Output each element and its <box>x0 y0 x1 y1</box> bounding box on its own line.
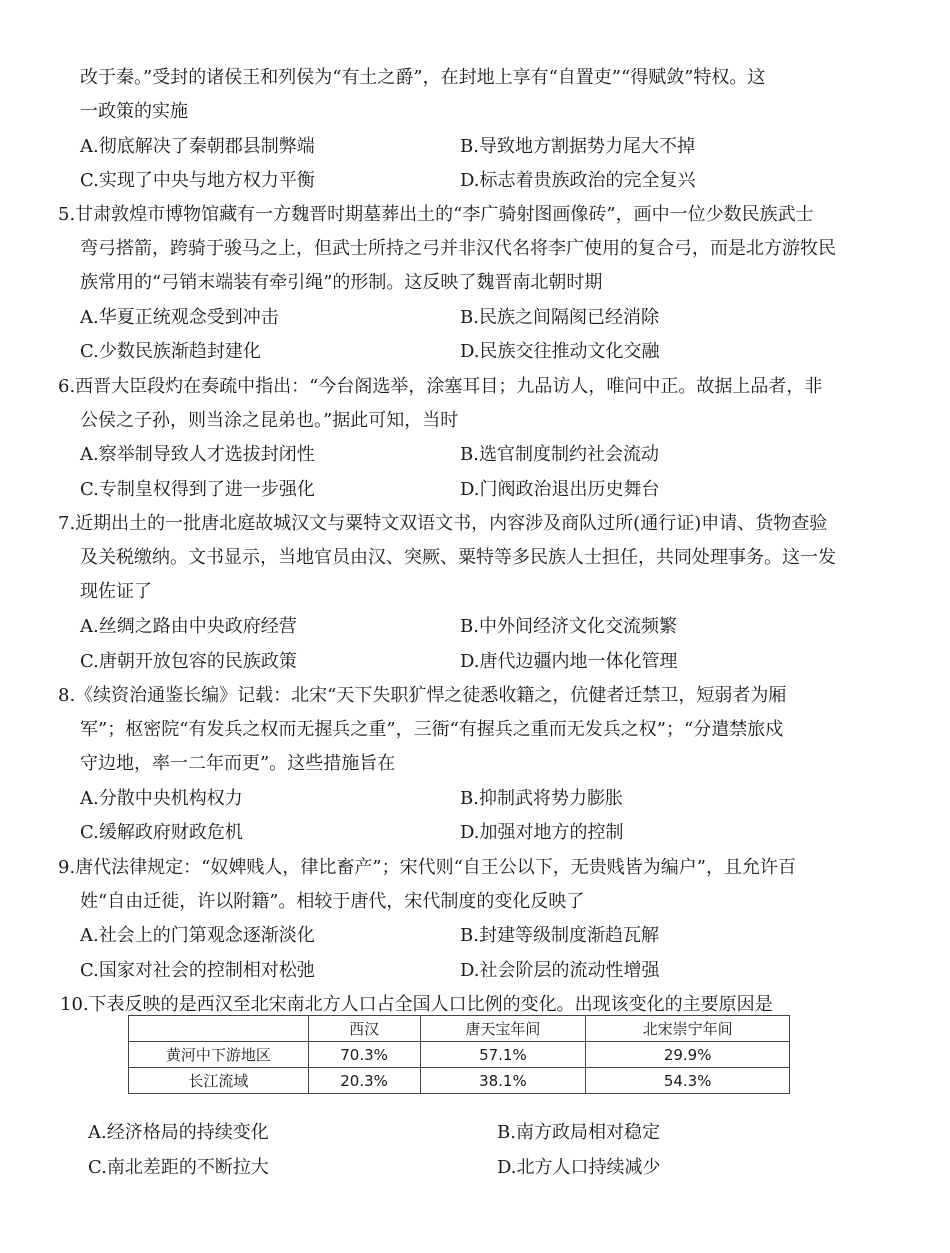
q10-option-a: A.经济格局的持续变化 <box>88 1122 269 1143</box>
q10-option-d: D.北方人口持续减少 <box>497 1157 661 1178</box>
q5-stem-line-1: 5.甘肃敦煌市博物馆藏有一方魏晋时期墓葬出土的“李广骑射图画像砖”，画中一位少数民族武士 <box>58 204 814 225</box>
q5-option-b: B.民族之间隔阂已经消除 <box>460 307 659 328</box>
q9-option-d: D.社会阶层的流动性增强 <box>460 960 660 981</box>
q10-stem: 10.下表反映的是西汉至北宋南北方人口占全国人口比例的变化。出现该变化的主要原因是 <box>60 994 773 1015</box>
table-header-cell: 北宋崇宁年间 <box>586 1016 790 1042</box>
q7-option-b: B.中外间经济文化交流频繁 <box>460 616 677 637</box>
table-cell: 70.3% <box>308 1042 420 1068</box>
q4-option-d: D.标志着贵族政治的完全复兴 <box>460 170 696 191</box>
q8-option-b: B.抑制武将势力膨胀 <box>460 788 623 809</box>
q4-option-c: C.实现了中央与地方权力平衡 <box>80 170 315 191</box>
q7-option-a: A.丝绸之路由中央政府经营 <box>80 616 297 637</box>
population-table <box>128 1015 790 1094</box>
q5-option-c: C.少数民族渐趋封建化 <box>80 341 261 362</box>
table-cell: 54.3% <box>586 1068 790 1094</box>
table-header-cell: 唐天宝年间 <box>420 1016 586 1042</box>
q9-option-a: A.社会上的门第观念逐渐淡化 <box>80 925 315 946</box>
q6-stem-line-1: 6.西晋大臣段灼在奏疏中指出：“今台阁选举，涂塞耳目；九品访人，唯问中正。故据上品者，非 <box>58 376 823 397</box>
q5-stem-line-2: 弯弓搭箭，跨骑于骏马之上，但武士所持之弓并非汉代名将李广使用的复合弓，而是北方游牧民 <box>80 238 836 259</box>
table-cell: 38.1% <box>420 1068 586 1094</box>
table-cell: 57.1% <box>420 1042 586 1068</box>
q7-stem-line-3: 现佐证了 <box>80 581 152 602</box>
table-header-cell: 西汉 <box>308 1016 420 1042</box>
q10-option-b: B.南方政局相对稳定 <box>497 1122 660 1143</box>
q5-option-a: A.华夏正统观念受到冲击 <box>80 307 279 328</box>
q8-stem-line-3: 守边地，率一二年而更”。这些措施旨在 <box>80 753 396 774</box>
q9-stem-line-2: 姓“自由迁徙，许以附籍”。相较于唐代，宋代制度的变化反映了 <box>80 891 585 912</box>
q6-stem-line-2: 公侯之子孙，则当涂之昆弟也。”据此可知，当时 <box>80 410 459 431</box>
q7-option-c: C.唐朝开放包容的民族政策 <box>80 651 297 672</box>
q8-stem-line-1: 8.《续资治通鉴长编》记载：北宋“天下失职犷悍之徒悉收籍之，伉健者迁禁卫，短弱者为厢 <box>58 685 787 706</box>
q6-option-a: A.察举制导致人才选拔封闭性 <box>80 444 315 465</box>
q8-option-c: C.缓解政府财政危机 <box>80 822 243 843</box>
q6-option-c: C.专制皇权得到了进一步强化 <box>80 479 315 500</box>
q4-stem-line-2: 一政策的实施 <box>80 101 188 122</box>
q8-stem-line-2: 军”；枢密院“有发兵之权而无握兵之重”，三衙“有握兵之重而无发兵之权”；“分遣禁旅戍 <box>80 719 784 740</box>
q9-stem-line-1: 9.唐代法律规定：“奴婢贱人，律比畜产”；宋代则“自王公以下，无贵贱皆为编户”，且允许百 <box>58 857 796 878</box>
q9-option-c: C.国家对社会的控制相对松弛 <box>80 960 315 981</box>
table-cell: 29.9% <box>586 1042 790 1068</box>
q5-option-d: D.民族交往推动文化交融 <box>460 341 660 362</box>
q7-stem-line-2: 及关税缴纳。文书显示，当地官员由汉、突厥、粟特等多民族人士担任，共同处理事务。这一发 <box>80 547 836 568</box>
q6-option-b: B.选官制度制约社会流动 <box>460 444 659 465</box>
table-row-label: 长江流域 <box>129 1068 309 1094</box>
q8-option-d: D.加强对地方的控制 <box>460 822 624 843</box>
q7-stem-line-1: 7.近期出土的一批唐北庭故城汉文与粟特文双语文书，内容涉及商队过所(通行证)申请、货物查验 <box>58 513 828 534</box>
table-header-cell-blank <box>129 1016 309 1042</box>
table-row-label: 黄河中下游地区 <box>129 1042 309 1068</box>
q7-option-d: D.唐代边疆内地一体化管理 <box>460 651 678 672</box>
q5-stem-line-3: 族常用的“弓销末端装有牵引绳”的形制。这反映了魏晋南北朝时期 <box>80 272 603 293</box>
q10-option-c: C.南北差距的不断拉大 <box>88 1157 269 1178</box>
table-header-row <box>129 1016 790 1042</box>
q6-option-d: D.门阀政治退出历史舞台 <box>460 479 660 500</box>
table-row <box>129 1068 790 1094</box>
q4-option-a: A.彻底解决了秦朝郡县制弊端 <box>80 136 315 157</box>
table-row <box>129 1042 790 1068</box>
q4-option-b: B.导致地方割据势力尾大不掉 <box>460 136 695 157</box>
q9-option-b: B.封建等级制度渐趋瓦解 <box>460 925 659 946</box>
table-cell: 20.3% <box>308 1068 420 1094</box>
q4-stem-line-1: 改于秦。”受封的诸侯王和列侯为“有土之爵”，在封地上享有“自置吏”“得赋敛”特权。这 <box>80 67 766 88</box>
q8-option-a: A.分散中央机构权力 <box>80 788 243 809</box>
